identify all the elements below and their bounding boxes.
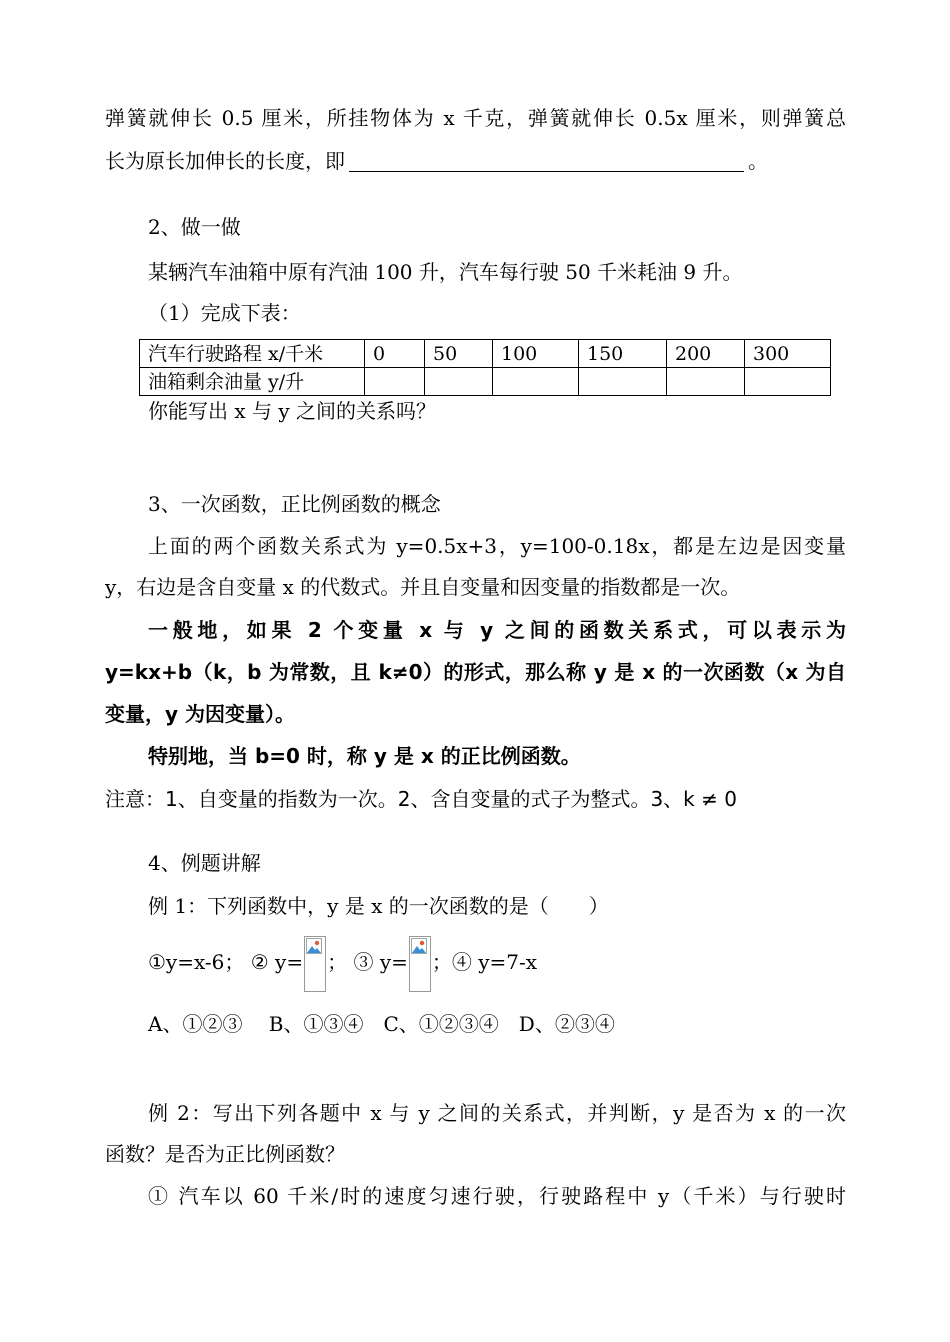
table-cell: 100	[493, 340, 579, 368]
example-2-line-2: 函数？是否为正比例函数？	[105, 1142, 345, 1166]
broken-image-icon	[304, 936, 326, 992]
table-cell-label: 汽车行驶路程 x/千米	[140, 340, 365, 368]
option-2: ② y=	[250, 950, 304, 974]
table-cell: 200	[667, 340, 745, 368]
example-1-question: 例 1：下列函数中，y 是 x 的一次函数的是（ ）	[148, 894, 609, 918]
table-row-distance	[140, 340, 831, 368]
definition-line-1: 一般地，如果 2 个变量 x 与 y 之间的函数关系式，可以表示为	[148, 618, 846, 642]
example-2-item-1: ① 汽车以 60 千米/时的速度匀速行驶，行驶路程中 y（千米）与行驶时	[148, 1184, 846, 1208]
table-cell-label: 油箱剩余油量 y/升	[140, 368, 365, 396]
section-4-heading: 4、例题讲解	[148, 851, 261, 875]
option-3: ③ y=	[353, 950, 408, 974]
table-cell: 0	[365, 340, 425, 368]
section-3-heading: 3、一次函数，正比例函数的概念	[148, 492, 441, 516]
table-cell: 150	[579, 340, 667, 368]
table-cell: 50	[425, 340, 493, 368]
option-4: ；④ y=7-x	[431, 950, 538, 974]
table-cell-empty[interactable]	[425, 368, 493, 396]
example-2-line-1: 例 2：写出下列各题中 x 与 y 之间的关系式，并判断，y 是否为 x 的一次	[148, 1101, 846, 1125]
answer-blank[interactable]	[349, 149, 744, 172]
spring-line-2	[105, 148, 768, 174]
table-cell-empty[interactable]	[745, 368, 831, 396]
section-2-heading: 2、做一做	[148, 215, 241, 239]
example-1-options	[148, 934, 537, 992]
fuel-table	[139, 339, 831, 396]
section-3-para-line-1: 上面的两个函数关系式为 y=0.5x+3，y=100-0.18x，都是左边是因变量	[148, 534, 846, 558]
table-cell: 300	[745, 340, 831, 368]
section-3-para-line-2: y，右边是含自变量 x 的代数式。并且自变量和因变量的指数都是一次。	[105, 575, 741, 599]
section-2-intro: 某辆汽车油箱中原有汽油 100 升，汽车每行驶 50 千米耗油 9 升。	[148, 260, 743, 284]
example-1-choices: A、①②③ B、①③④ C、①②③④ D、②③④	[148, 1012, 615, 1036]
definition-line-2: y=kx+b（k，b 为常数，且 k≠0）的形式，那么称 y 是 x 的一次函数（x 为自	[105, 660, 846, 684]
section-2-question: 你能写出 x 与 y 之间的关系吗？	[148, 399, 437, 423]
table-row-fuel	[140, 368, 831, 396]
broken-image-icon	[409, 936, 431, 992]
table-cell-empty[interactable]	[667, 368, 745, 396]
spring-line-2-text: 长为原长加伸长的长度，即	[105, 149, 345, 173]
table-cell-empty[interactable]	[579, 368, 667, 396]
definition-line-3: 变量，y 为因变量）。	[105, 702, 295, 726]
spring-line-1: 弹簧就伸长 0.5 厘米，所挂物体为 x 千克，弹簧就伸长 0.5x 厘米，则弹簧总	[105, 106, 846, 130]
table-cell-empty[interactable]	[365, 368, 425, 396]
section-2-task: （1）完成下表：	[148, 301, 301, 325]
spring-line-2-end: 。	[748, 149, 768, 173]
special-case: 特别地，当 b=0 时，称 y 是 x 的正比例函数。	[148, 744, 581, 768]
option-separator: ；	[327, 950, 348, 974]
option-1: ①y=x-6；	[148, 950, 245, 974]
table-cell-empty[interactable]	[493, 368, 579, 396]
note: 注意：1、自变量的指数为一次。2、含自变量的式子为整式。3、k ≠ 0	[105, 787, 737, 811]
